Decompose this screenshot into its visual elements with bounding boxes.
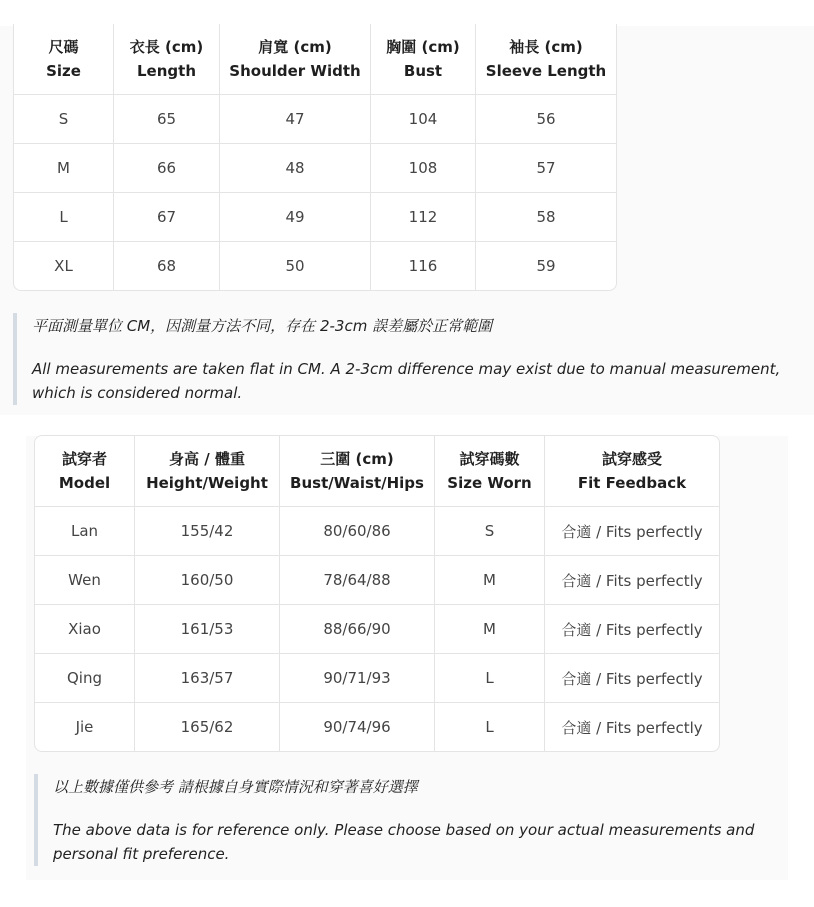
- sleeve-length-cell: 56: [476, 95, 616, 144]
- table-row: [14, 242, 616, 290]
- model-name-cell: Qing: [35, 654, 135, 703]
- size-worn-cell: L: [435, 703, 545, 751]
- reference-note-en: The above data is for reference only. Please choose based on your actual measurements and personal fit preference.: [53, 821, 755, 863]
- size-chart-table: [13, 24, 617, 291]
- header-bust-waist-hips: 三圍 (cm) Bust/Waist/Hips: [280, 436, 435, 507]
- model-name-cell: Wen: [35, 556, 135, 605]
- header-length: 衣長 (cm) Length: [114, 24, 220, 95]
- size-chart-header-row: [14, 24, 616, 95]
- fit-feedback-cell: 合適 / Fits perfectly: [545, 654, 719, 703]
- size-worn-cell: M: [435, 605, 545, 654]
- shoulder-width-cell: 48: [220, 144, 371, 193]
- measurements-cell: 90/74/96: [280, 703, 435, 751]
- shoulder-width-cell: 50: [220, 242, 371, 290]
- header-sleeve-length: 袖長 (cm) Sleeve Length: [476, 24, 616, 95]
- height-weight-cell: 163/57: [135, 654, 280, 703]
- sleeve-length-cell: 57: [476, 144, 616, 193]
- height-weight-cell: 155/42: [135, 507, 280, 556]
- header-fit-feedback: 試穿感受 Fit Feedback: [545, 436, 719, 507]
- shoulder-width-cell: 49: [220, 193, 371, 242]
- length-cell: 65: [114, 95, 220, 144]
- header-model: 試穿者 Model: [35, 436, 135, 507]
- measurements-cell: 80/60/86: [280, 507, 435, 556]
- size-cell: XL: [14, 242, 114, 290]
- table-row: [35, 654, 719, 703]
- measurement-note-zh: 平面測量單位 CM，因測量方法不同，存在 2-3cm 誤差屬於正常範圍: [32, 317, 493, 335]
- table-row: [35, 605, 719, 654]
- table-row: [14, 144, 616, 193]
- shoulder-width-cell: 47: [220, 95, 371, 144]
- header-bust: 胸圍 (cm) Bust: [371, 24, 476, 95]
- fit-feedback-cell: 合適 / Fits perfectly: [561, 718, 703, 737]
- model-name-cell: Jie: [35, 703, 135, 751]
- reference-note-zh: 以上數據僅供參考 請根據自身實際情況和穿著喜好選擇: [53, 778, 418, 796]
- model-name-cell: Lan: [35, 507, 135, 556]
- bust-cell: 112: [371, 193, 476, 242]
- bust-cell: 116: [371, 242, 476, 290]
- size-worn-cell: S: [435, 507, 545, 556]
- length-cell: 68: [114, 242, 220, 290]
- bust-cell: 104: [371, 95, 476, 144]
- length-cell: 66: [114, 144, 220, 193]
- height-weight-cell: 161/53: [135, 605, 280, 654]
- height-weight-cell: 160/50: [135, 556, 280, 605]
- measurement-note-en: All measurements are taken flat in CM. A 2-3cm difference may exist due to manual measurement, which is considered normal.: [32, 360, 781, 402]
- height-weight-cell: 165/62: [135, 703, 280, 751]
- model-name-cell: Xiao: [35, 605, 135, 654]
- measurement-note: [13, 313, 792, 405]
- header-size-worn: 試穿碼數 Size Worn: [435, 436, 545, 507]
- table-row: [35, 556, 719, 605]
- bust-cell: 108: [371, 144, 476, 193]
- size-cell: M: [14, 144, 114, 193]
- fit-feedback-cell: 合適 / Fits perfectly: [545, 605, 719, 654]
- table-row: [35, 703, 719, 751]
- table-row: [14, 95, 616, 144]
- model-fit-table: [34, 435, 720, 752]
- size-cell: S: [14, 95, 114, 144]
- sleeve-length-cell: 59: [536, 257, 556, 275]
- size-worn-cell: M: [435, 556, 545, 605]
- model-fit-header-row: [35, 436, 719, 507]
- measurements-cell: 90/71/93: [280, 654, 435, 703]
- table-row: [35, 507, 719, 556]
- table-row: [14, 193, 616, 242]
- measurements-cell: 78/64/88: [280, 556, 435, 605]
- header-shoulder-width: 肩寬 (cm) Shoulder Width: [220, 24, 371, 95]
- length-cell: 67: [114, 193, 220, 242]
- header-size: 尺碼 Size: [14, 24, 114, 95]
- size-cell: L: [14, 193, 114, 242]
- reference-note: [34, 774, 788, 866]
- header-height-weight: 身高 / 體重 Height/Weight: [135, 436, 280, 507]
- measurements-cell: 88/66/90: [280, 605, 435, 654]
- fit-feedback-cell: 合適 / Fits perfectly: [545, 507, 719, 556]
- fit-feedback-cell: 合適 / Fits perfectly: [545, 556, 719, 605]
- size-worn-cell: L: [435, 654, 545, 703]
- sleeve-length-cell: 58: [476, 193, 616, 242]
